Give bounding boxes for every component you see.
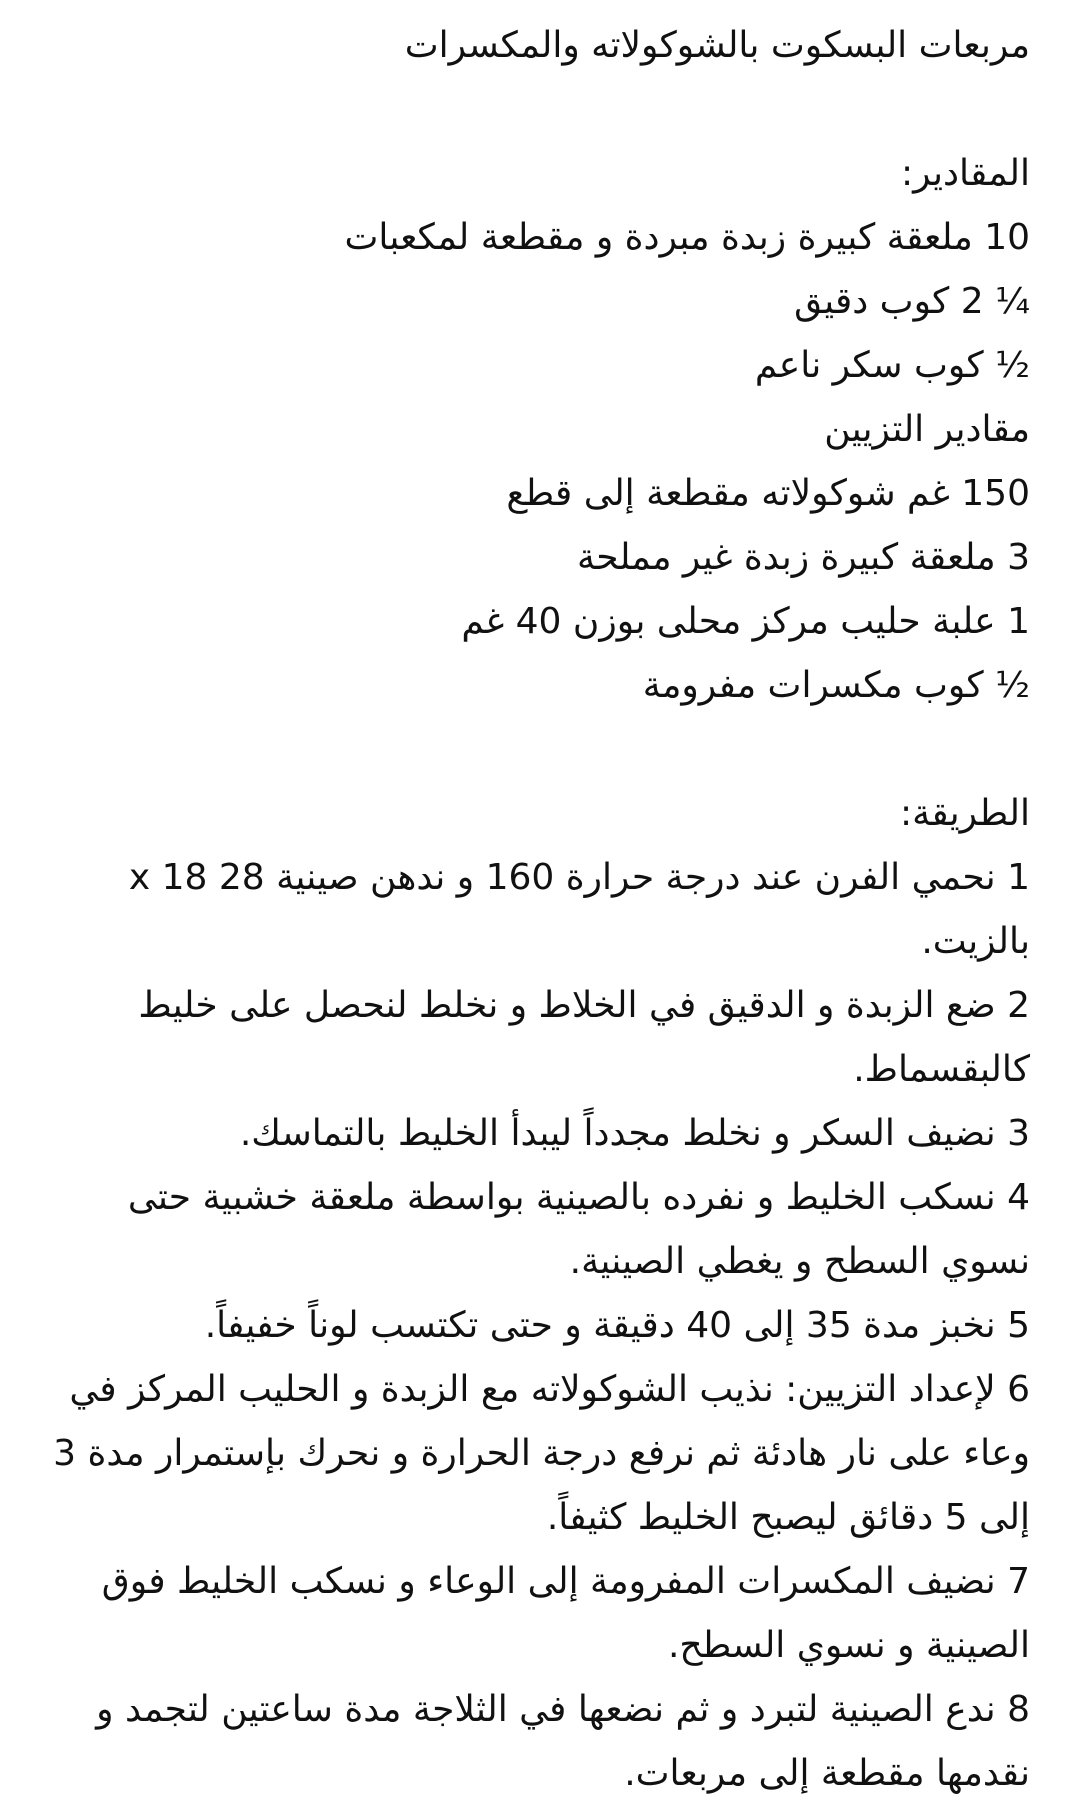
method-step: 8 ندع الصينية لتبرد و ثم نضعها في الثلاجة مدة ساعتين لتجمد و نقدمها مقطعة إلى مربعات. [96, 1689, 1030, 1794]
topping-item: 150 غم شوكولاته مقطعة إلى قطع [506, 473, 1030, 514]
method-step: 3 نضيف السكر و نخلط مجدداً ليبدأ الخليط بالتماسك. [239, 1113, 1030, 1154]
topping-heading: مقادير التزيين [824, 409, 1030, 450]
topping-item: 1 علبة حليب مركز محلى بوزن 40 غم [461, 601, 1030, 642]
recipe-title: مربعات البسكوت بالشوكولاته والمكسرات [404, 25, 1030, 66]
method-step: 1 نحمي الفرن عند درجة حرارة 160 و ندهن صينية 28 18 x بالزيت. [128, 857, 1030, 962]
method-step: 7 نضيف المكسرات المفرومة إلى الوعاء و نسكب الخليط فوق الصينية و نسوي السطح. [101, 1561, 1030, 1666]
method-step: 6 لإعداد التزيين: نذيب الشوكولاته مع الزبدة و الحليب المركز في وعاء على نار هادئة ثم نرفع درجة الحرارة و نحرك بإستمرار مدة 3 إلى 5 دقائق ليصبح الخليط كثيفاً. [53, 1369, 1030, 1538]
ingredient-item: ¼ 2 كوب دقيق [794, 281, 1030, 322]
ingredient-item: 10 ملعقة كبيرة زبدة مبردة و مقطعة لمكعبات [344, 217, 1030, 258]
ingredients-heading: المقادير: [900, 153, 1030, 194]
spacer [44, 718, 1030, 782]
topping-item: 3 ملعقة كبيرة زبدة غير مملحة [576, 537, 1030, 578]
method-step: 2 ضع الزبدة و الدقيق في الخلاط و نخلط لنحصل على خليط كالبقسماط. [138, 985, 1030, 1090]
ingredient-item: ½ كوب سكر ناعم [754, 345, 1030, 386]
method-step: 4 نسكب الخليط و نفرده بالصينية بواسطة ملعقة خشبية حتى نسوي السطح و يغطي الصينية. [127, 1177, 1030, 1282]
spacer [44, 78, 1030, 142]
method-step: 5 نخبز مدة 35 إلى 40 دقيقة و حتى تكتسب لوناً خفيفاً. [204, 1305, 1030, 1346]
topping-item: ½ كوب مكسرات مفرومة [642, 665, 1030, 706]
method-heading: الطريقة: [899, 793, 1030, 834]
